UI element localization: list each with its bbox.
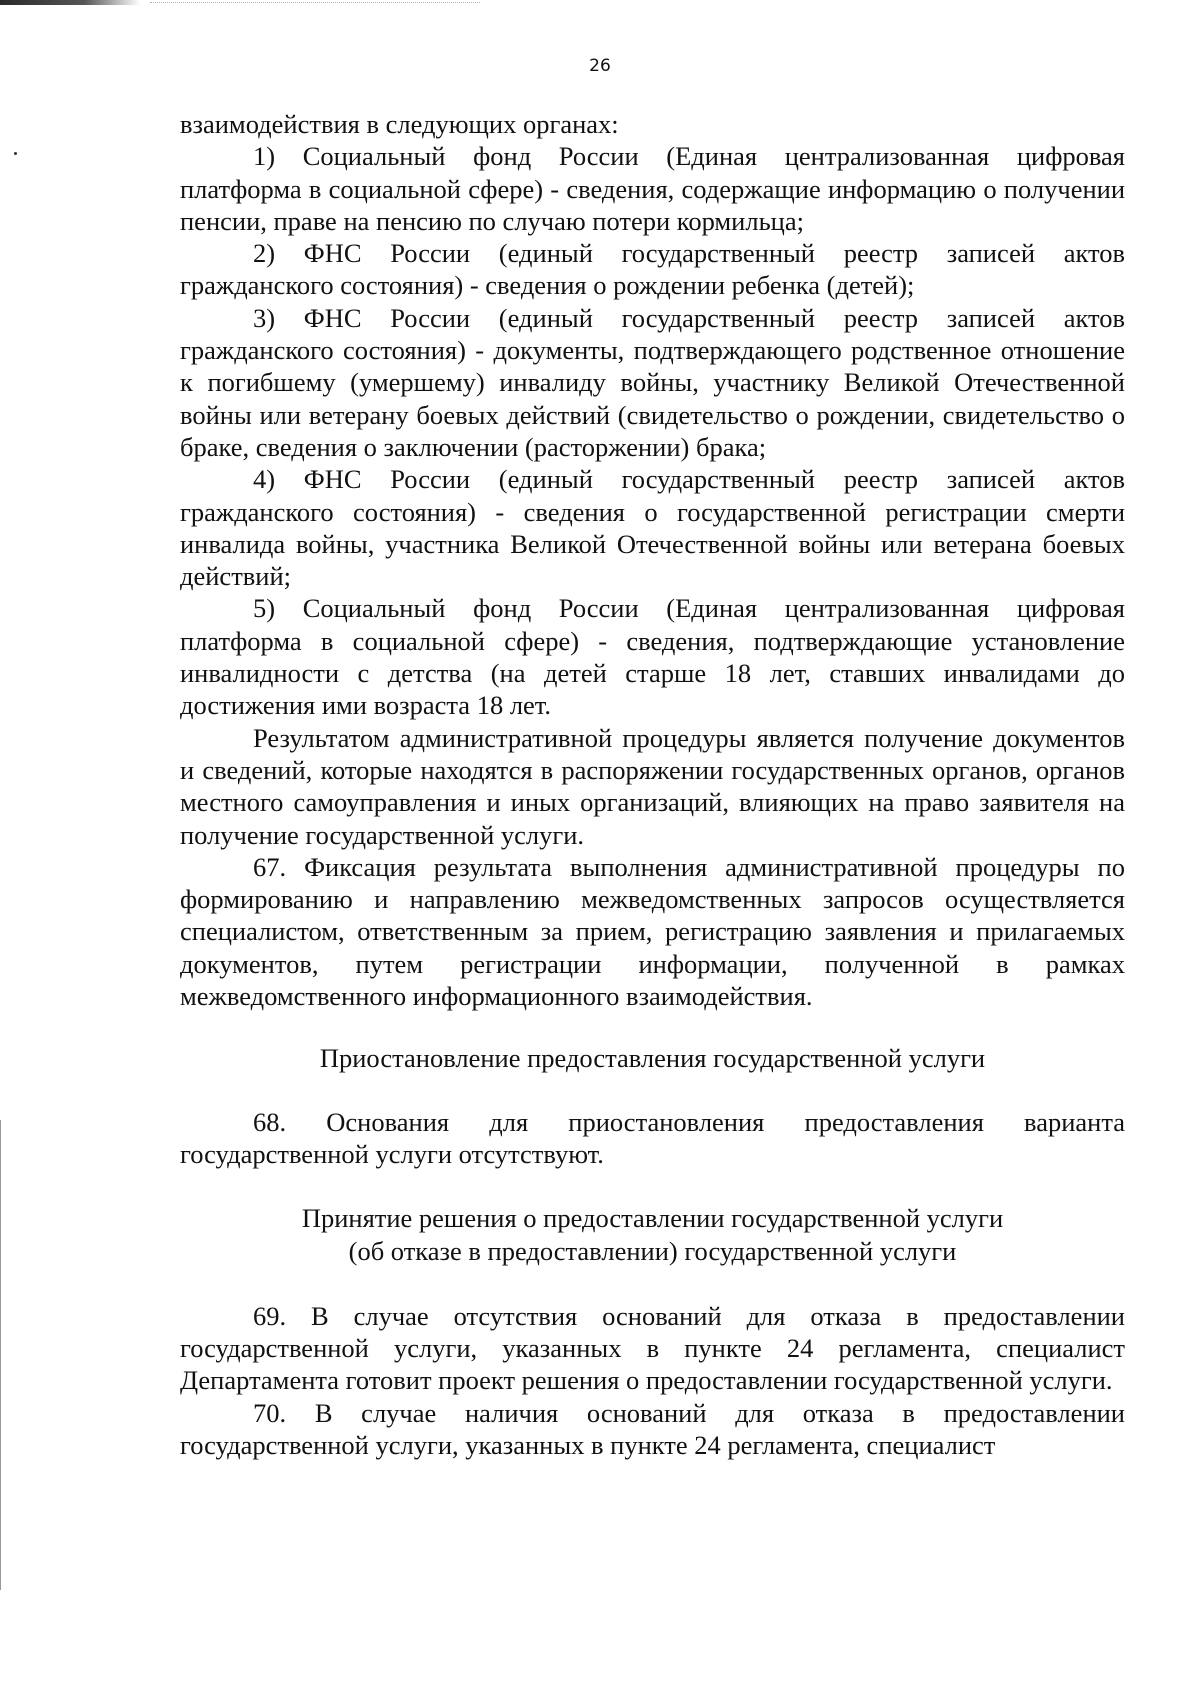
paragraph-70: 70. В случае наличия оснований для отказа в предоставлении государственной услуги, указанных в пункте 24 регламента, специалист bbox=[180, 1397, 1125, 1460]
list-item-1: 1) Социальный фонд России (Единая централизованная цифровая платформа в социальной сфере) - сведения, содержащие информацию о получении пенсии, праве на пенсию по случаю потери кормильца; bbox=[180, 141, 1125, 236]
page-number: 26 bbox=[589, 56, 611, 76]
scan-artifact-top-dotted bbox=[150, 2, 480, 4]
scan-artifact-top bbox=[0, 0, 140, 5]
list-item-5: 5) Социальный фонд России (Единая централизованная цифровая платформа в социальной сфере) - сведения, подтверждающие установление инвалидности с детства (на детей старше 18 лет, ставших инвалидами до достижения ими возраста 18 лет. bbox=[180, 593, 1125, 721]
paragraph-68: 68. Основания для приостановления предоставления варианта государственной услуги отсутствуют. bbox=[180, 1106, 1125, 1169]
section-heading-decision-line-2: (об отказе в предоставлении) государственной услуги bbox=[348, 1235, 957, 1266]
scan-artifact-dot bbox=[14, 152, 17, 155]
list-item-4: 4) ФНС России (единый государственный реестр записей актов гражданского состояния) - сведения о государственной регистрации смерти инвалида войны, участника Великой Отечественной войны или ветерана боевых действий; bbox=[180, 464, 1125, 592]
scan-artifact-left-edge bbox=[0, 1120, 1, 1590]
document-body bbox=[180, 108, 1125, 1461]
paragraph-continuation: взаимодействия в следующих органах: bbox=[180, 109, 619, 139]
paragraph-69: 69. В случае отсутствия оснований для отказа в предоставлении государственной услуги, указанных в пункте 24 регламента, специалист Департамента готовит проект решения о предоставлении государственной услуги. bbox=[180, 1300, 1125, 1396]
paragraph-result: Результатом административной процедуры является получение документов и сведений, которые находятся в распоряжении государственных органов, органов местного самоуправления и иных организаций, влияющих на право заявителя на получение государственной услуги. bbox=[180, 722, 1125, 850]
paragraph-67: 67. Фиксация результата выполнения административной процедуры по формированию и направлению межведомственных запросов осуществляется специалистом, ответственным за прием, регистрацию заявления и прилагаемых документов, путем регистрации информации, полученной в рамках межведомственного информационного взаимодействия. bbox=[180, 851, 1125, 1012]
list-item-3: 3) ФНС России (единый государственный реестр записей актов гражданского состояния) - документы, подтверждающего родственное отношение к погибшему (умершему) инвалиду войны, участнику Великой Отечественной войны или ветерану боевых действий (свидетельство о рождении, свидетельство о браке, сведения о заключении (расторжении) брака; bbox=[180, 302, 1125, 462]
section-heading-suspension: Приостановление предоставления государственной услуги bbox=[319, 1043, 986, 1074]
section-heading-decision-line-1: Принятие решения о предоставлении государственной услуги bbox=[301, 1203, 1004, 1234]
list-item-2: 2) ФНС России (единый государственный реестр записей актов гражданского состояния) - сведения о рождении ребенка (детей); bbox=[180, 238, 1125, 301]
